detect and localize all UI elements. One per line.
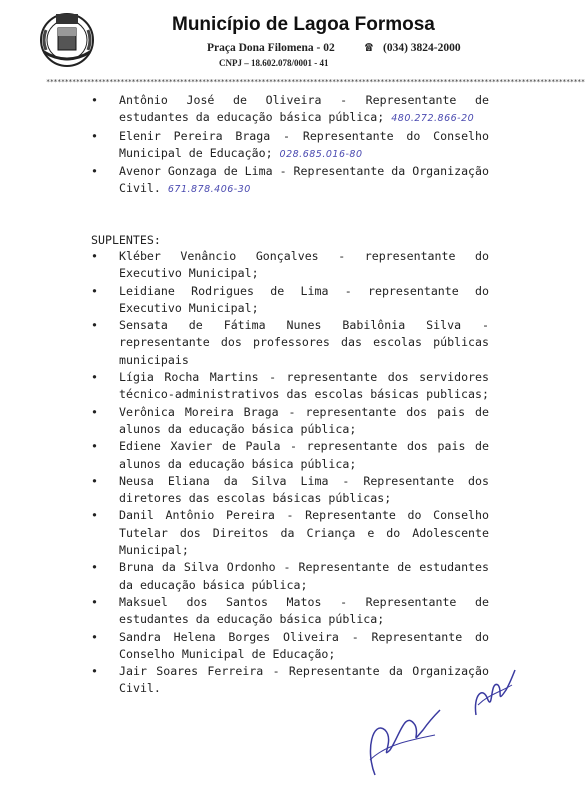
item-text: Sensata de Fátima Nunes Babilônia Silva - representante dos professores das escolas públicas municipais xyxy=(119,318,489,367)
item-text: Bruna da Silva Ordonho - Representante de estudantes da educação básica pública; xyxy=(119,560,489,592)
list-item xyxy=(0,438,489,473)
item-text: Antônio José de Oliveira - Representante de estudantes da educação básica pública; xyxy=(119,93,489,125)
cnpj: CNPJ – 18.602.078/0001 - 41 xyxy=(219,58,329,68)
letterhead xyxy=(0,0,585,86)
bullet-icon: • xyxy=(91,164,98,179)
address: Praça Dona Filomena - 02 xyxy=(207,42,335,54)
list-item xyxy=(0,559,489,594)
item-text: Sandra Helena Borges Oliveira - Representante do Conselho Municipal de Educação; xyxy=(119,629,489,661)
item-text: Elenir Pereira Braga - Representante do Conselho Municipal de Educação; xyxy=(119,128,489,160)
item-text: Verônica Moreira Braga - representante dos pais de alunos da educação básica pública; xyxy=(119,404,489,436)
handwritten-note: 671.878.406-30 xyxy=(167,184,251,196)
bullet-icon: • xyxy=(91,370,98,385)
titulares-list xyxy=(0,92,525,199)
list-item xyxy=(0,629,489,664)
list-item xyxy=(0,594,489,629)
page-title: Município de Lagoa Formosa xyxy=(172,14,435,35)
bullet-icon: • xyxy=(91,283,98,298)
separator-line: ************************************************************************************************************************************************* xyxy=(46,78,585,86)
item-text: Danil Antônio Pereira - Representante do Conselho Tutelar dos Direitos da Criança e do Adolescente Municipal; xyxy=(119,508,489,558)
list-item xyxy=(0,317,489,369)
list-item xyxy=(0,404,489,439)
bullet-icon: • xyxy=(91,629,98,644)
bullet-icon: • xyxy=(91,508,98,523)
telephone-icon: ☎ xyxy=(365,40,373,55)
bullet-icon: • xyxy=(91,560,98,575)
signature-icon xyxy=(355,690,445,780)
suplentes-body xyxy=(0,248,525,698)
document-body xyxy=(0,92,525,199)
handwritten-note: 028.685.016-80 xyxy=(279,148,363,160)
bullet-icon: • xyxy=(91,594,98,609)
bullet-icon: • xyxy=(91,249,98,263)
list-item xyxy=(0,128,489,164)
phone-number: (034) 3824-2000 xyxy=(383,42,461,54)
bullet-icon: • xyxy=(91,473,98,488)
item-text: Maksuel dos Santos Matos - Representante de estudantes da educação básica pública; xyxy=(119,594,489,627)
bullet-icon: • xyxy=(91,439,98,454)
item-text: Neusa Eliana da Silva Lima - Representante dos diretores das escolas básicas públicas; xyxy=(119,473,489,506)
bullet-icon: • xyxy=(91,93,98,107)
bullet-icon: • xyxy=(91,404,98,419)
list-item xyxy=(0,507,489,559)
bullet-icon: • xyxy=(91,318,98,333)
signature-icon xyxy=(468,665,518,725)
list-item xyxy=(0,283,489,318)
bullet-icon: • xyxy=(91,128,98,143)
handwritten-note: 480.272.866-20 xyxy=(391,113,475,125)
municipal-seal-icon xyxy=(38,10,96,68)
item-text: Lígia Rocha Martins - representante dos servidores técnico-administrativos das escolas básicas publicas; xyxy=(119,370,489,402)
item-text: Jair Soares Ferreira - Representante da Organização Civil. xyxy=(119,664,489,696)
list-item xyxy=(0,473,489,508)
suplentes-heading: SUPLENTES: xyxy=(91,233,161,247)
bullet-icon: • xyxy=(91,664,98,679)
item-text: Ediene Xavier de Paula - representante dos pais de alunos da educação básica pública; xyxy=(119,439,489,471)
list-item xyxy=(0,92,489,128)
list-item xyxy=(0,369,489,404)
item-text: Leidiane Rodrigues de Lima - representante do Executivo Municipal; xyxy=(119,283,489,315)
item-text: Avenor Gonzaga de Lima - Representante da Organização Civil. xyxy=(119,164,489,196)
item-text: Kléber Venâncio Gonçalves - representante do Executivo Municipal; xyxy=(119,249,489,281)
list-item xyxy=(0,248,489,283)
list-item xyxy=(0,163,489,199)
suplentes-list xyxy=(0,248,525,698)
